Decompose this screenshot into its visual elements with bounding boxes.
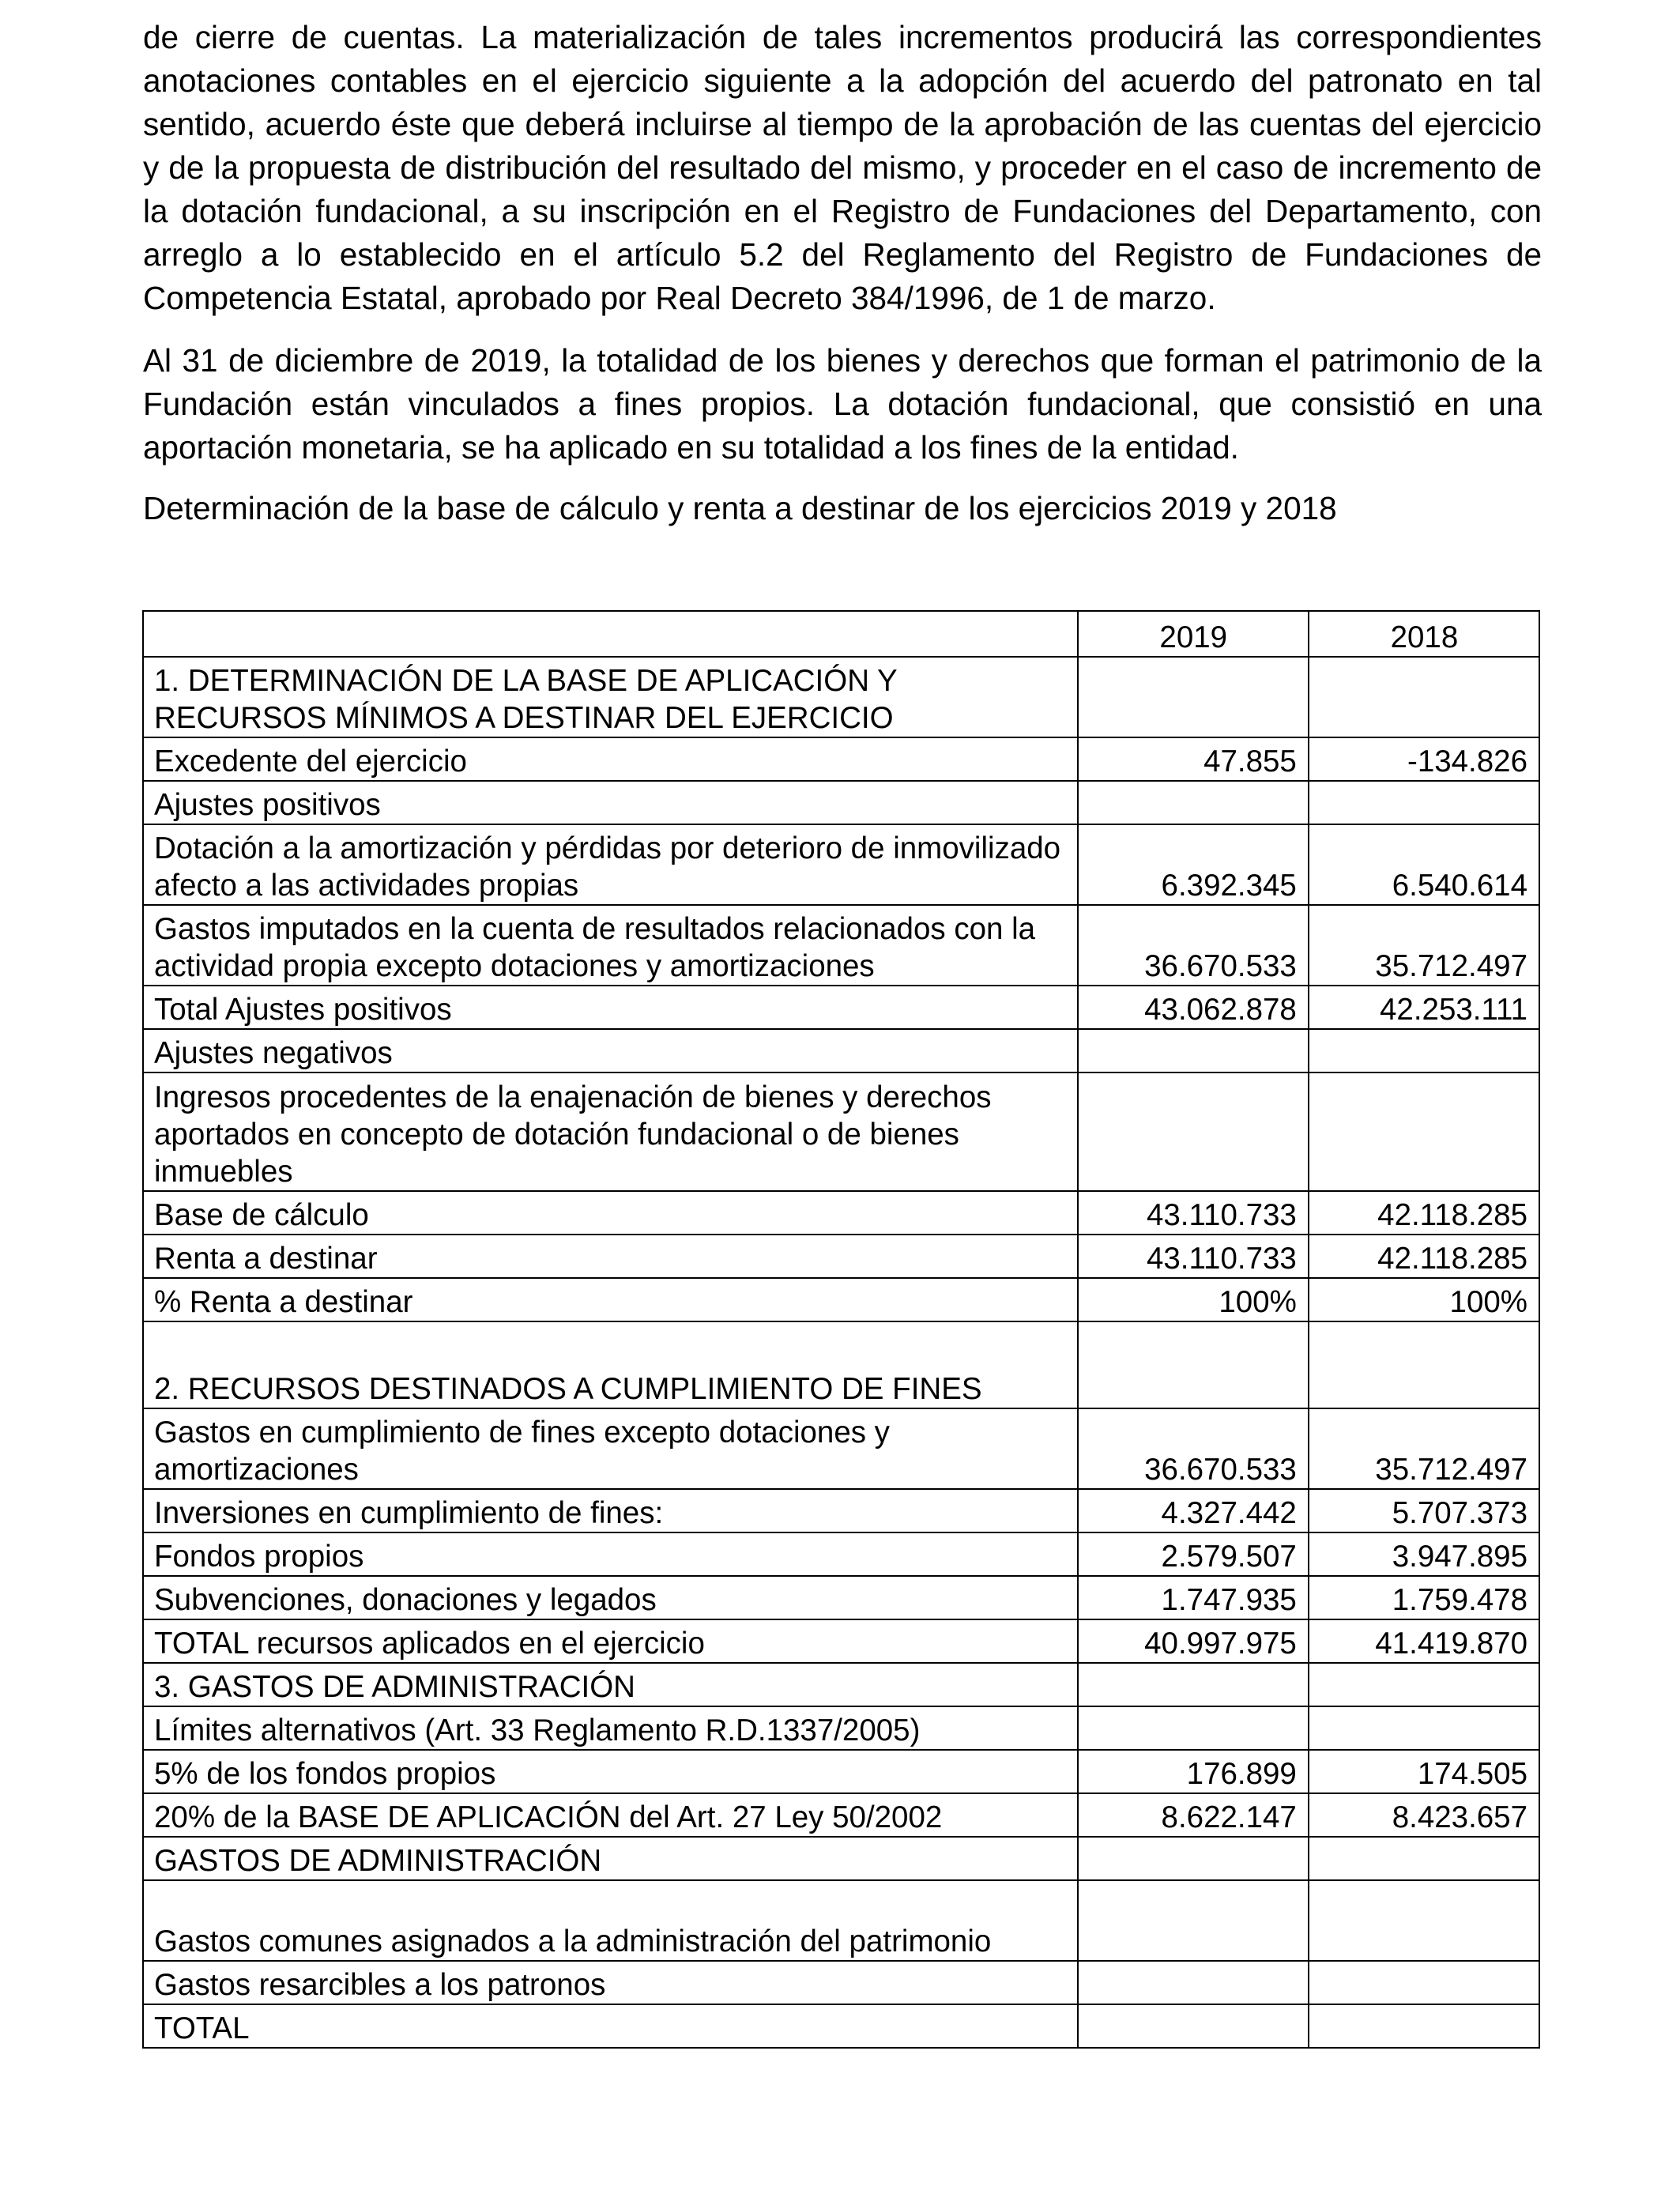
row-label: Total Ajustes positivos <box>143 986 1078 1029</box>
table-row <box>143 1837 1539 1880</box>
section-1-heading-row <box>143 657 1539 737</box>
value-2018: 41.419.870 <box>1309 1619 1539 1663</box>
row-label: TOTAL recursos aplicados en el ejercicio <box>143 1619 1078 1663</box>
value-2019 <box>1078 1321 1309 1408</box>
total-row <box>143 2004 1539 2048</box>
row-label: 2. RECURSOS DESTINADOS A CUMPLIMIENTO DE FINES <box>143 1321 1078 1408</box>
row-label: 20% de la BASE DE APLICACIÓN del Art. 27 Ley 50/2002 <box>143 1793 1078 1837</box>
table-row <box>143 1489 1539 1532</box>
row-label: Fondos propios <box>143 1532 1078 1576</box>
table-row <box>143 1235 1539 1278</box>
base-calculo-table <box>142 610 1540 2049</box>
row-label: Gastos imputados en la cuenta de resultados relacionados con la actividad propia excepto dotaciones y amortizaciones <box>143 905 1078 986</box>
table-row <box>143 986 1539 1029</box>
value-2019: 47.855 <box>1078 737 1309 781</box>
value-2019 <box>1078 1837 1309 1880</box>
row-label: Gastos comunes asignados a la administración del patrimonio <box>143 1880 1078 1961</box>
value-2019: 43.062.878 <box>1078 986 1309 1029</box>
row-label: TOTAL <box>143 2004 1078 2048</box>
value-2019: 4.327.442 <box>1078 1489 1309 1532</box>
row-label: 1. DETERMINACIÓN DE LA BASE DE APLICACIÓN Y RECURSOS MÍNIMOS A DESTINAR DEL EJERCICIO <box>143 657 1078 737</box>
value-2019: 1.747.935 <box>1078 1576 1309 1619</box>
value-2018 <box>1309 1321 1539 1408</box>
value-2019: 43.110.733 <box>1078 1235 1309 1278</box>
value-2019 <box>1078 657 1309 737</box>
value-2019 <box>1078 1961 1309 2004</box>
value-2018: 5.707.373 <box>1309 1489 1539 1532</box>
paragraph-cierre-cuentas: de cierre de cuentas. La materialización de tales incrementos producirá las correspondientes anotaciones contables en el ejercicio siguiente a la adopción del acuerdo del patronato en tal sentido, acuerdo éste que deberá incluirse al tiempo de la aprobación de las cuentas del ejercicio y de la propuesta de distribución del resultado del mismo, y proceder en el caso de incremento de la dotación fundacional, a su inscripción en el Registro de Fundaciones del Departamento, con arreglo a lo establecido en el artículo 5.2 del Reglamento del Registro de Fundaciones de Competencia Estatal, aprobado por Real Decreto 384/1996, de 1 de marzo. <box>143 19 1542 316</box>
row-label: Ingresos procedentes de la enajenación de bienes y derechos aportados en concepto de dotación fundacional o de bienes inmuebles <box>143 1072 1078 1191</box>
table-header-row <box>143 611 1539 657</box>
value-2018: 6.540.614 <box>1309 824 1539 905</box>
value-2019: 176.899 <box>1078 1750 1309 1793</box>
value-2019 <box>1078 2004 1309 2048</box>
value-2019 <box>1078 1072 1309 1191</box>
table-row <box>143 1278 1539 1321</box>
row-label: Excedente del ejercicio <box>143 737 1078 781</box>
table-row <box>143 1750 1539 1793</box>
section-2-heading-row <box>143 1321 1539 1408</box>
value-2019: 43.110.733 <box>1078 1191 1309 1235</box>
table-row <box>143 1793 1539 1837</box>
value-2018: 35.712.497 <box>1309 905 1539 986</box>
row-label: Subvenciones, donaciones y legados <box>143 1576 1078 1619</box>
value-2018: 42.253.111 <box>1309 986 1539 1029</box>
value-2018 <box>1309 657 1539 737</box>
row-label: Renta a destinar <box>143 1235 1078 1278</box>
table-row <box>143 824 1539 905</box>
value-2019: 36.670.533 <box>1078 905 1309 986</box>
value-2018 <box>1309 1706 1539 1750</box>
value-2019: 6.392.345 <box>1078 824 1309 905</box>
header-year-2018: 2018 <box>1309 611 1539 657</box>
row-label: 3. GASTOS DE ADMINISTRACIÓN <box>143 1663 1078 1706</box>
value-2019 <box>1078 1706 1309 1750</box>
value-2018 <box>1309 1029 1539 1072</box>
table-row <box>143 781 1539 824</box>
row-label: Ajustes positivos <box>143 781 1078 824</box>
value-2018: 42.118.285 <box>1309 1235 1539 1278</box>
value-2018: 100% <box>1309 1278 1539 1321</box>
row-label: GASTOS DE ADMINISTRACIÓN <box>143 1837 1078 1880</box>
table-row <box>143 1619 1539 1663</box>
row-label: Dotación a la amortización y pérdidas por deterioro de inmovilizado afecto a las actividades propias <box>143 824 1078 905</box>
table-row <box>143 1706 1539 1750</box>
value-2019: 8.622.147 <box>1078 1793 1309 1837</box>
value-2018 <box>1309 1663 1539 1706</box>
table-row <box>143 1880 1539 1961</box>
table-row <box>143 1029 1539 1072</box>
value-2018: 8.423.657 <box>1309 1793 1539 1837</box>
value-2018: 3.947.895 <box>1309 1532 1539 1576</box>
paragraph-patrimonio: Al 31 de diciembre de 2019, la totalidad de los bienes y derechos que forman el patrimonio de la Fundación están vinculados a fines propios. La dotación fundacional, que consistió en una aportación monetaria, se ha aplicado en su totalidad a los fines de la entidad. <box>143 342 1542 466</box>
header-label-cell <box>143 611 1078 657</box>
table-row <box>143 905 1539 986</box>
value-2018: -134.826 <box>1309 737 1539 781</box>
row-label: Límites alternativos (Art. 33 Reglamento R.D.1337/2005) <box>143 1706 1078 1750</box>
value-2018 <box>1309 1961 1539 2004</box>
row-label: 5% de los fondos propios <box>143 1750 1078 1793</box>
table-row <box>143 1576 1539 1619</box>
value-2018: 35.712.497 <box>1309 1408 1539 1489</box>
value-2019 <box>1078 1029 1309 1072</box>
value-2019: 2.579.507 <box>1078 1532 1309 1576</box>
value-2019: 40.997.975 <box>1078 1619 1309 1663</box>
row-label: Ajustes negativos <box>143 1029 1078 1072</box>
row-label: Base de cálculo <box>143 1191 1078 1235</box>
table-row <box>143 1408 1539 1489</box>
row-label: % Renta a destinar <box>143 1278 1078 1321</box>
table-row <box>143 737 1539 781</box>
value-2019: 36.670.533 <box>1078 1408 1309 1489</box>
table-row <box>143 1961 1539 2004</box>
value-2018 <box>1309 2004 1539 2048</box>
value-2018: 1.759.478 <box>1309 1576 1539 1619</box>
section-3-heading-row <box>143 1663 1539 1706</box>
row-label: Inversiones en cumplimiento de fines: <box>143 1489 1078 1532</box>
table-caption: Determinación de la base de cálculo y renta a destinar de los ejercicios 2019 y 2018 <box>143 490 1337 526</box>
value-2018 <box>1309 1072 1539 1191</box>
table-row <box>143 1532 1539 1576</box>
value-2019: 100% <box>1078 1278 1309 1321</box>
row-label: Gastos resarcibles a los patronos <box>143 1961 1078 2004</box>
row-label: Gastos en cumplimiento de fines excepto dotaciones y amortizaciones <box>143 1408 1078 1489</box>
value-2019 <box>1078 1663 1309 1706</box>
value-2018 <box>1309 1837 1539 1880</box>
table-row <box>143 1191 1539 1235</box>
value-2018: 42.118.285 <box>1309 1191 1539 1235</box>
document-page <box>143 16 1542 530</box>
value-2018 <box>1309 781 1539 824</box>
value-2019 <box>1078 1880 1309 1961</box>
table-row <box>143 1072 1539 1191</box>
header-year-2019: 2019 <box>1078 611 1309 657</box>
value-2019 <box>1078 781 1309 824</box>
value-2018: 174.505 <box>1309 1750 1539 1793</box>
value-2018 <box>1309 1880 1539 1961</box>
